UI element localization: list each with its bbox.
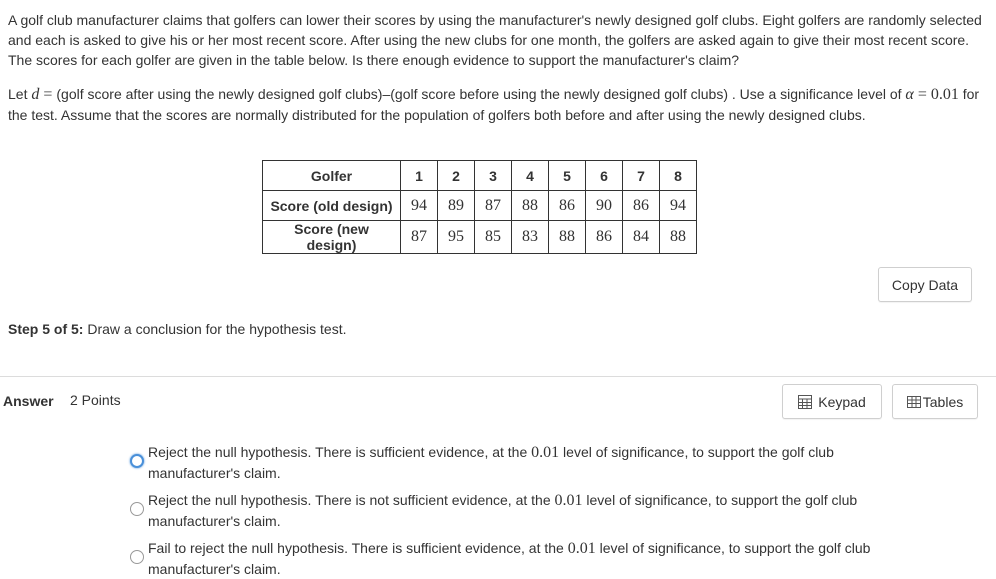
alpha-symbol: α [905, 86, 914, 103]
paragraph-2-tail: for the test. Assume that the scores are normally distributed for the population of golfers both before and after using the newly designed clubs. [8, 86, 980, 123]
old-score-cell: 90 [586, 191, 623, 221]
new-score-cell: 88 [660, 221, 697, 254]
let-prefix: Let [8, 86, 32, 102]
row-label-old-design: Score (old design) [263, 191, 401, 221]
keypad-label: Keypad [818, 393, 866, 410]
option-1-pre: Reject the null hypothesis. There is sufficient evidence, at the [148, 444, 532, 460]
keypad-icon [798, 395, 812, 409]
answer-label: Answer [3, 393, 54, 409]
new-score-cell: 88 [549, 221, 586, 254]
option-2-text [148, 490, 878, 531]
alpha-equals: = [913, 86, 931, 103]
step-text: Draw a conclusion for the hypothesis test. [83, 321, 347, 337]
d-definition: (golf score after using the newly designed golf clubs)–(golf score before using the newly designed golf clubs) . Use a significance level of [56, 86, 902, 102]
option-2-post: level of significance, to support the golf club manufacturer's claim. [148, 492, 858, 529]
step-label: Step 5 of 5: [8, 321, 84, 337]
old-score-cell: 88 [512, 191, 549, 221]
radio-button-1[interactable] [130, 454, 144, 468]
option-2-pre: Reject the null hypothesis. There is not sufficient evidence, at the [148, 492, 555, 508]
new-score-cell: 86 [586, 221, 623, 254]
copy-data-label: Copy Data [891, 276, 959, 293]
old-score-cell: 86 [623, 191, 660, 221]
old-score-cell: 94 [401, 191, 438, 221]
alpha-value: 0.01 [930, 86, 959, 103]
golfer-cell: 7 [623, 161, 660, 191]
radio-button-3[interactable] [130, 550, 144, 564]
golfer-cell: 8 [660, 161, 697, 191]
section-divider [0, 376, 996, 377]
option-2-value: 0.01 [554, 492, 583, 509]
option-3-post: level of significance, to support the golf club manufacturer's claim. [148, 540, 871, 577]
table-row-new-design [263, 221, 697, 254]
golfer-cell: 6 [586, 161, 623, 191]
old-score-cell: 94 [660, 191, 697, 221]
table-row-golfer [263, 161, 697, 191]
row-label-new-design: Score (new design) [263, 221, 401, 254]
golfer-cell: 3 [475, 161, 512, 191]
new-score-cell: 84 [623, 221, 660, 254]
golfer-cell: 5 [549, 161, 586, 191]
radio-button-2[interactable] [130, 502, 144, 516]
golfer-cell: 2 [438, 161, 475, 191]
old-score-cell: 87 [475, 191, 512, 221]
tables-label: Tables [922, 393, 964, 410]
row-label-golfer: Golfer [263, 161, 401, 191]
keypad-button[interactable] [782, 384, 882, 419]
d-variable: d [31, 86, 40, 103]
old-score-cell: 89 [438, 191, 475, 221]
problem-paragraph-2 [8, 84, 983, 125]
option-3-value: 0.01 [567, 540, 596, 557]
old-score-cell: 86 [549, 191, 586, 221]
equals-sign: = [39, 86, 57, 103]
tables-button[interactable] [892, 384, 978, 419]
golfer-cell: 1 [401, 161, 438, 191]
new-score-cell: 95 [438, 221, 475, 254]
new-score-cell: 87 [401, 221, 438, 254]
option-1-post: level of significance, to support the golf club manufacturer's claim. [148, 444, 834, 481]
scores-table [262, 160, 697, 254]
table-grid-icon [907, 396, 921, 408]
new-score-cell: 83 [512, 221, 549, 254]
table-row-old-design [263, 191, 697, 221]
problem-statement [8, 10, 983, 125]
golfer-cell: 4 [512, 161, 549, 191]
points-label: 2 Points [70, 392, 121, 408]
option-1-value: 0.01 [531, 444, 560, 461]
new-score-cell: 85 [475, 221, 512, 254]
copy-data-button[interactable] [878, 267, 972, 302]
option-3-pre: Fail to reject the null hypothesis. There is sufficient evidence, at the [148, 540, 568, 556]
step-instruction [8, 321, 347, 337]
option-1-text [148, 442, 878, 483]
option-3-text [148, 538, 878, 579]
problem-paragraph-1: A golf club manufacturer claims that golfers can lower their scores by using the manufacturer's newly designed golf clubs. Eight golfers are randomly selected and each is asked to give his or her most recent score. After using the new clubs for one month, the golfers are asked again to give their most recent score. The scores for each golfer are given in the table below. Is there enough evidence to support the manufacturer's claim? [8, 12, 982, 68]
